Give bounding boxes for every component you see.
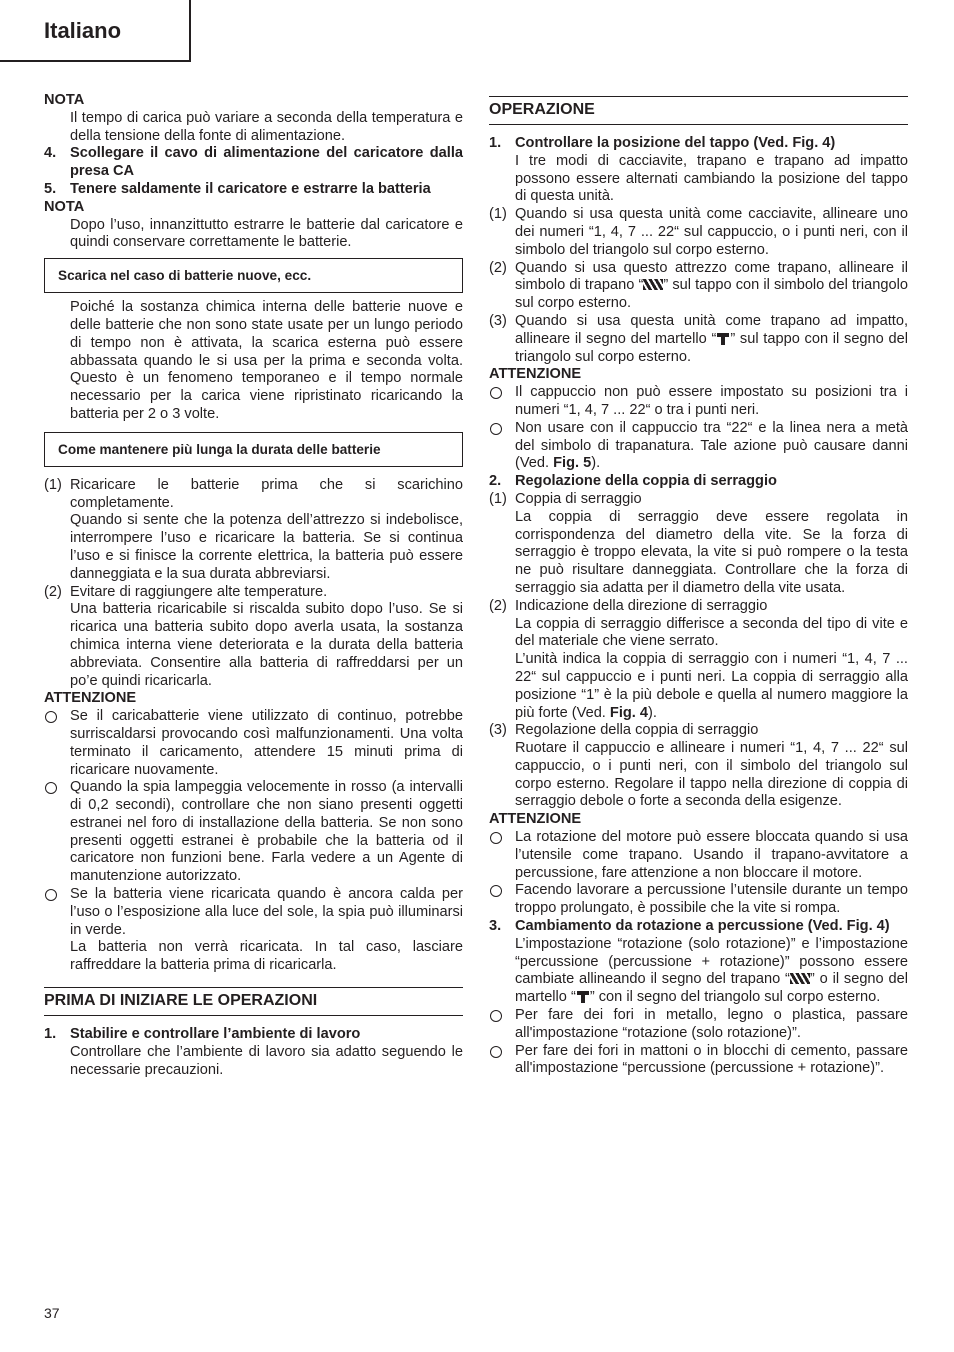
- caution-text: Per fare dei fori in metallo, legno o plastica, passare all'impostazione “rotazione (solo rotazione)”.: [515, 1007, 908, 1041]
- step-1: [489, 135, 908, 153]
- right-column: [489, 96, 908, 1078]
- step-number: 2.: [489, 473, 502, 490]
- step-number: 5.: [44, 180, 57, 197]
- hammer-symbol-icon: [716, 332, 730, 345]
- step-number: 1.: [44, 1026, 57, 1043]
- list-item: [44, 584, 463, 691]
- step-title: Stabilire e controllare l’ambiente di lavoro: [70, 1026, 361, 1043]
- caution-label: ATTENZIONE: [489, 366, 582, 383]
- note-label: NOTA: [44, 198, 85, 215]
- item-text: Ruotare il cappuccio e allineare i numeri “1, 4, 7 ... 22“ sul cappuccio, o i punti neri, con il simbolo del triangolo sul corpo esterno. Regolare il tappo nella direzione di coppia di serraggio debole o forte a seconda della esigenze.: [515, 740, 908, 810]
- step-text-part: ” con il segno del triangolo sul corpo esterno.: [589, 989, 881, 1006]
- bullet-circle-icon: [490, 1046, 502, 1058]
- language-title: Italiano: [44, 18, 122, 43]
- bullet-circle-icon: [490, 387, 502, 399]
- list-item: [489, 598, 908, 723]
- step-number: 1.: [489, 135, 502, 151]
- item-text: ” sul tappo con il segno del triangolo sul corpo esterno.: [515, 330, 908, 365]
- item-text: Quando si usa questa unità come cacciavite, allineare uno dei numeri “1, 4, 7 ... 22“ sul cappuccio, o i punti neri, con il simbolo del triangolo sul corpo esterno.: [515, 206, 908, 258]
- item-number: (3): [489, 722, 507, 739]
- item-number: (2): [489, 597, 507, 614]
- step-title: Cambiamento da rotazione a percussione (Ved. Fig. 4): [515, 918, 890, 935]
- step-number: 3.: [489, 918, 502, 935]
- step-text: Scollegare il cavo di alimentazione del caricatore dalla presa CA: [70, 145, 463, 180]
- step-title: Controllare la posizione del tappo (Ved. Fig. 4): [515, 135, 836, 151]
- item-number: (2): [44, 583, 62, 600]
- step-text: Controllare che l’ambiente di lavoro sia adatto seguendo le necessarie precauzioni.: [70, 1043, 463, 1078]
- caution-item: [44, 708, 463, 779]
- caution-item: [489, 384, 908, 420]
- item-text: ” sul tappo con il simbolo del triangolo sul corpo esterno.: [515, 277, 908, 312]
- section-heading: OPERAZIONE: [489, 96, 908, 125]
- bullet-circle-icon: [45, 782, 57, 794]
- section-heading: PRIMA DI INIZIARE LE OPERAZIONI: [44, 987, 463, 1016]
- caution-text: Quando la spia lampeggia velocemente in rosso (a intervalli di 0,2 secondi), controllare che non siano presenti oggetti estranei nel foro di installazione della batteria. Se non sono presenti oggetti estranei è probabile che la batteria od il caricatore non funzioni bene. Farla vedere a un Agente di manutenzione autorizzato.: [70, 779, 463, 885]
- bullet-circle-icon: [490, 832, 502, 844]
- item-text: La coppia di serraggio deve essere regolata in corrispondenza del diametro della vite. Se la forza di serraggio è troppo elevata, la vite si può rompere o la testa ne può risultare danneggiata. Controllare che la forza di serraggio sia adatta per il diametro della vite usata.: [515, 508, 908, 596]
- caution-label: ATTENZIONE: [44, 690, 137, 707]
- item-text: La coppia di serraggio differisce a seconda del tipo di vite e del materiale che viene serrato.: [515, 615, 908, 650]
- step-text: Tenere saldamente il caricatore e estrarre la batteria: [70, 180, 431, 197]
- caution-item: [489, 882, 908, 918]
- item-number: (1): [489, 206, 507, 223]
- figure-reference: Fig. 4: [609, 704, 649, 721]
- figure-reference: Fig. 5: [553, 455, 592, 472]
- caution-item: [489, 1043, 908, 1079]
- caution-item: [489, 1007, 908, 1043]
- step-title: Regolazione della coppia di serraggio: [515, 473, 777, 490]
- item-text: ).: [648, 704, 657, 721]
- step-text: [489, 936, 908, 1007]
- item-title: Regolazione della coppia di serraggio: [515, 722, 759, 739]
- caution-text: Per fare dei fori in mattoni o in blocchi di cemento, passare all'impostazione “percussione (percussione + rotazione)”.: [515, 1042, 908, 1077]
- boxed-heading: Scarica nel caso di batterie nuove, ecc.: [44, 258, 463, 293]
- list-item: [44, 477, 463, 584]
- drill-symbol-icon: [790, 973, 810, 984]
- caution-text: Facendo lavorare a percussione l’utensile durante un tempo troppo prolungato, è possibile che la vite si rompa.: [515, 882, 908, 917]
- caution-text: La batteria non verrà ricaricata. In tal caso, lasciare raffreddare la batteria prima di ricaricarla.: [70, 939, 463, 974]
- caution-text: Non usare con il cappuccio tra “22“ e la linea nera a metà del simbolo di trapanatura. Tale azione può causare danni (Ved.: [515, 419, 908, 472]
- caution-text: ).: [591, 455, 601, 472]
- paragraph: Poiché la sostanza chimica interna delle batterie nuove e delle batterie che non sono state usate per un lungo periodo di tempo non è attivata, la scarica esterna può essere abbassata quando le si usa per la prima e seconda volta. Questo è un fenomeno temporaneo e il tempo normale necessario per la carica viene ripristinato ricaricando la batteria per 2 o 3 volte.: [70, 299, 463, 422]
- list-item: [489, 491, 908, 598]
- item-number: (3): [489, 312, 507, 329]
- caution-item: [44, 886, 463, 975]
- bullet-circle-icon: [490, 423, 502, 435]
- boxed-heading: Come mantenere più lunga la durata delle batterie: [44, 432, 463, 467]
- left-column: [44, 92, 463, 1079]
- item-text: Quando si usa questa unità come trapano ad impatto, allineare il segno del martello “: [515, 312, 908, 347]
- item-text: L’unità indica la coppia di serraggio con i numeri “1, 4, 7 ... 22“ sul cappuccio e i punti neri. La coppia di serraggio alla posizione “1” è la più debole e quella al numero maggiore la più forte (Ved.: [515, 651, 908, 721]
- bullet-circle-icon: [45, 711, 57, 723]
- drill-symbol-icon: [643, 279, 663, 290]
- step-text: I tre modi di cacciavite, trapano e trapano ad impatto possono essere alternati cambiando la posizione del tappo di questa unità.: [515, 152, 908, 205]
- item-title: Ricaricare le batterie prima che si scarichino completamente.: [70, 476, 463, 511]
- step-number: 4.: [44, 145, 57, 162]
- item-text: Quando si sente che la potenza dell’attrezzo si indebolisce, interrompere l’uso e ricaricare la batteria. Se si continua l’uso e si finisce la corrente elettrica, la batteria può essere danneggiata e la sua durata abbreviarsi.: [70, 512, 463, 582]
- step-4: [44, 145, 463, 181]
- item-number: (2): [489, 259, 507, 276]
- page-number: 37: [44, 1305, 60, 1321]
- list-item: [489, 722, 908, 811]
- caution-text: Se la batteria viene ricaricata quando è ancora calda per l’uso o l’esposizione alla luce del sole, la spia può illuminarsi in verde.: [70, 886, 463, 938]
- item-text: Una batteria ricaricabile si riscalda subito dopo l’uso. Se si ricarica una batteria subito dopo averla usata, la sostanza chimica interna viene deteriorata e la durata della batteria abbreviata. Consentire alla batteria di raffreddarsi per un po’e quindi ricaricarla.: [70, 601, 463, 689]
- item-title: Coppia di serraggio: [515, 490, 642, 507]
- item-title: Evitare di raggiungere alte temperature.: [70, 583, 328, 600]
- step-2: [489, 473, 908, 491]
- caution-text: Il cappuccio non può essere impostato su posizioni tra i numeri “1, 4, 7 ... 22“ o tra i punti neri.: [515, 384, 908, 418]
- language-tab: [0, 0, 191, 62]
- note-text: Dopo l’uso, innanzittutto estrarre le batterie dal caricatore e quindi conservare correttamente le batterie.: [70, 216, 463, 251]
- list-item: [489, 313, 908, 366]
- step-5: [44, 181, 463, 199]
- note-text: Il tempo di carica può variare a seconda della temperatura e della tensione della fonte di alimentazione.: [70, 109, 463, 144]
- item-number: (1): [489, 490, 507, 507]
- step-3: [489, 918, 908, 936]
- bullet-circle-icon: [45, 889, 57, 901]
- bullet-circle-icon: [490, 1010, 502, 1022]
- caution-text: La rotazione del motore può essere bloccata quando si usa l’utensile come trapano. Usando il trapano-avvitatore a percussione, fare attenzione a non bloccare il motore.: [515, 829, 908, 881]
- list-item: [489, 206, 908, 259]
- step-text-part: L’impostazione “rotazione (solo rotazione)” e l’impostazione “percussione (percussione + rotazione)” possono essere cambiate allineando il segno del trapano “: [515, 935, 908, 988]
- caution-text: Se il caricabatterie viene utilizzato di continuo, potrebbe surriscaldarsi provocando così malfunzionamenti. Una volta terminato il caricamento, attendere 15 minuti prima di ricaricare nuovamente.: [70, 708, 463, 778]
- caution-item: [489, 420, 908, 473]
- item-number: (1): [44, 476, 62, 493]
- caution-label: ATTENZIONE: [489, 811, 582, 828]
- item-title: Indicazione della direzione di serraggio: [515, 597, 768, 614]
- step-text-part: ” o il segno del martello “: [515, 971, 908, 1006]
- item-text: Quando si usa questo attrezzo come trapano, allineare il simbolo di trapano “: [515, 259, 908, 294]
- note-label: NOTA: [44, 92, 85, 108]
- hammer-symbol-icon: [576, 990, 590, 1003]
- step-1: [44, 1026, 463, 1044]
- caution-item: [44, 779, 463, 886]
- caution-item: [489, 829, 908, 882]
- list-item: [489, 260, 908, 313]
- bullet-circle-icon: [490, 885, 502, 897]
